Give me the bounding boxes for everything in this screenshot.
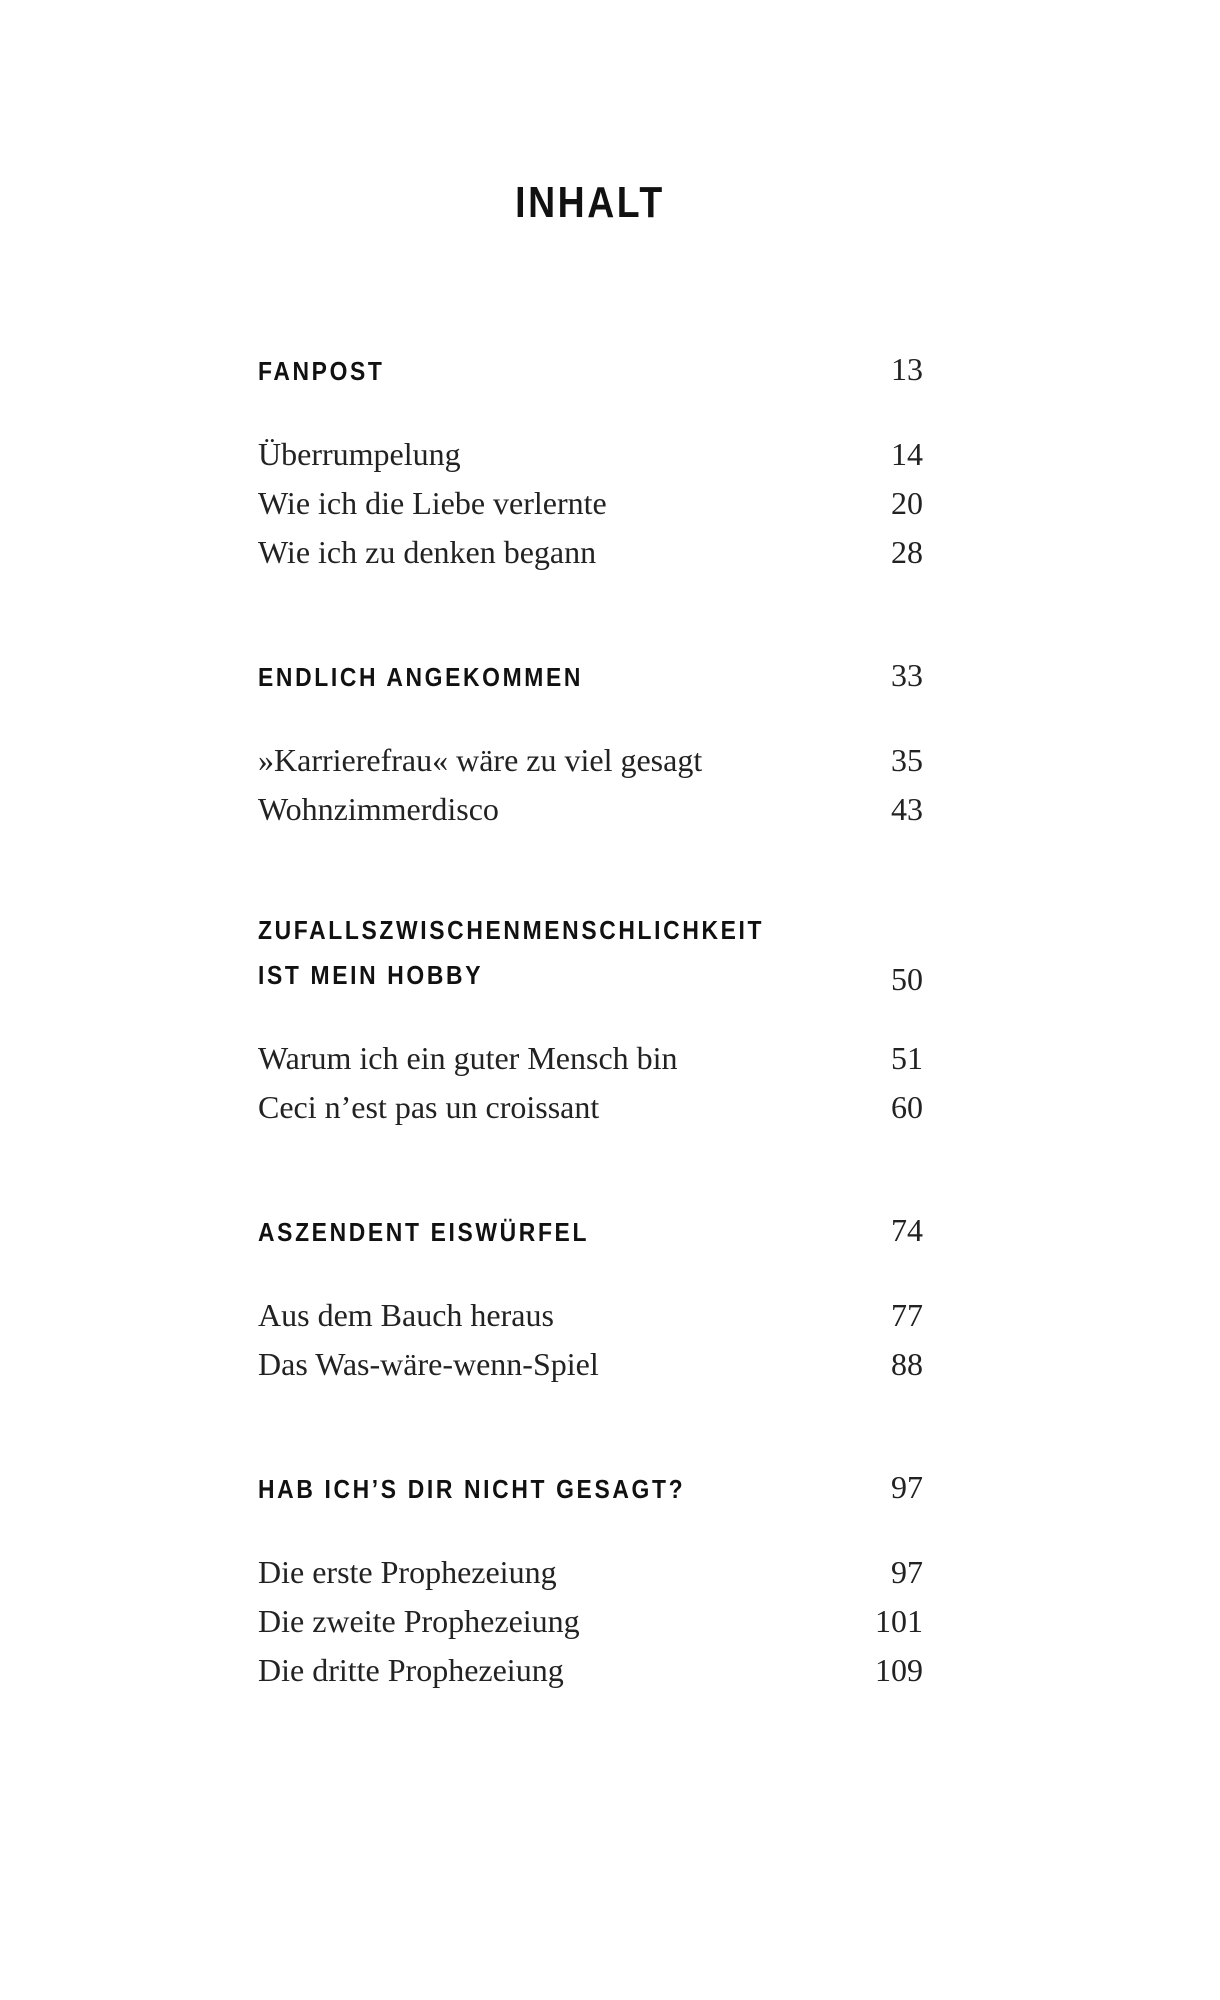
section-heading-row[interactable] xyxy=(258,345,923,394)
chapter-entry[interactable] xyxy=(258,1548,923,1597)
chapter-page-number: 14 xyxy=(891,436,923,472)
section-title-line: HAB ICH’S DIR NICHT GESAGT? xyxy=(258,1474,686,1504)
chapter-title: Wie ich zu denken begann xyxy=(258,534,597,570)
chapter-title: Wohnzimmerdisco xyxy=(258,791,499,827)
chapter-title: »Karrierefrau« wäre zu viel gesagt xyxy=(258,742,703,778)
section-title-line: ENDLICH ANGEKOMMEN xyxy=(258,662,584,692)
chapter-page-number: 28 xyxy=(891,534,923,570)
chapter-entry[interactable] xyxy=(258,785,923,834)
chapter-entry[interactable] xyxy=(258,1597,923,1646)
section-page-number: 50 xyxy=(891,961,923,997)
chapter-page-number: 51 xyxy=(891,1040,923,1076)
toc-section xyxy=(258,908,923,1132)
chapter-title: Die zweite Prophezeiung xyxy=(258,1603,580,1639)
chapter-entry[interactable] xyxy=(258,479,923,528)
chapter-entry[interactable] xyxy=(258,1646,923,1695)
chapter-page-number: 77 xyxy=(891,1297,923,1333)
page-title: INHALT xyxy=(515,178,665,227)
section-heading-row[interactable] xyxy=(258,651,923,700)
table-of-contents xyxy=(258,345,923,1769)
chapter-title: Das Was-wäre-wenn-Spiel xyxy=(258,1346,599,1382)
chapter-entry[interactable] xyxy=(258,528,923,577)
section-title xyxy=(258,349,402,394)
section-page-number: 33 xyxy=(891,657,923,693)
toc-section xyxy=(258,651,923,834)
section-title-line: ZUFALLSZWISCHENMENSCHLICHKEIT xyxy=(258,915,765,945)
chapter-title: Warum ich ein guter Mensch bin xyxy=(258,1040,678,1076)
chapter-page-number: 43 xyxy=(891,791,923,827)
chapter-page-number: 60 xyxy=(891,1089,923,1125)
chapter-title: Die erste Prophezeiung xyxy=(258,1554,557,1590)
chapter-entry[interactable] xyxy=(258,1340,923,1389)
chapter-entry[interactable] xyxy=(258,736,923,785)
section-title xyxy=(258,1467,743,1512)
section-title xyxy=(258,655,627,700)
section-heading-row[interactable] xyxy=(258,1463,923,1512)
section-title xyxy=(258,1210,634,1255)
chapter-page-number: 88 xyxy=(891,1346,923,1382)
chapter-entry[interactable] xyxy=(258,430,923,479)
section-heading-row[interactable] xyxy=(258,1206,923,1255)
chapter-page-number: 109 xyxy=(875,1652,923,1688)
chapter-entry[interactable] xyxy=(258,1291,923,1340)
section-title xyxy=(258,908,833,998)
chapter-title: Aus dem Bauch heraus xyxy=(258,1297,554,1333)
section-heading-row[interactable] xyxy=(258,908,923,998)
toc-section xyxy=(258,1463,923,1695)
toc-section xyxy=(258,345,923,577)
chapter-page-number: 35 xyxy=(891,742,923,778)
chapter-page-number: 20 xyxy=(891,485,923,521)
chapter-title: Wie ich die Liebe verlernte xyxy=(258,485,607,521)
section-title-line: FANPOST xyxy=(258,356,385,386)
section-title-line: ASZENDENT EISWÜRFEL xyxy=(258,1217,590,1247)
chapter-page-number: 101 xyxy=(875,1603,923,1639)
section-title-line: IST MEIN HOBBY xyxy=(258,960,484,990)
chapter-entry[interactable] xyxy=(258,1034,923,1083)
section-page-number: 74 xyxy=(891,1212,923,1248)
chapter-title: Die dritte Prophezeiung xyxy=(258,1652,564,1688)
section-page-number: 13 xyxy=(891,351,923,387)
chapter-entry[interactable] xyxy=(258,1083,923,1132)
section-page-number: 97 xyxy=(891,1469,923,1505)
chapter-title: Ceci n’est pas un croissant xyxy=(258,1089,600,1125)
chapter-title: Überrumpelung xyxy=(258,436,461,472)
chapter-page-number: 97 xyxy=(891,1554,923,1590)
toc-section xyxy=(258,1206,923,1389)
